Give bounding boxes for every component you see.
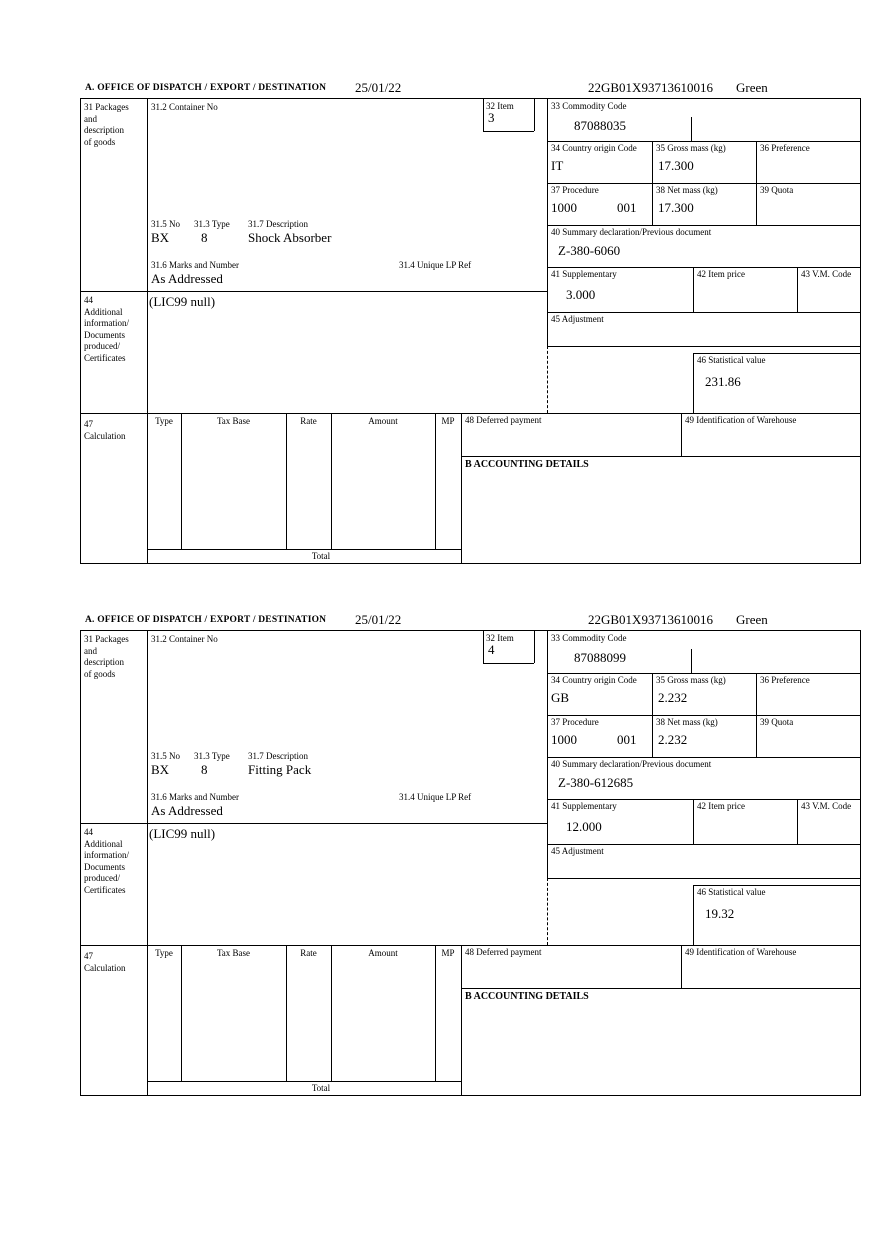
deferred-payment-label: 48 Deferred payment (465, 415, 542, 425)
label-line: produced/ (84, 873, 120, 883)
divider (693, 885, 860, 886)
item-price-label: 42 Item price (697, 269, 745, 279)
calc-column-header-rate: Rate (300, 948, 317, 958)
adjustment-label: 45 Adjustment (551, 846, 604, 856)
label-line: of goods (84, 136, 116, 147)
unique-lp-ref-label: 31.4 Unique LP Ref (399, 792, 472, 802)
net-mass-value: 2.232 (658, 732, 688, 747)
calc-column-header-type: Type (155, 416, 173, 426)
divider (81, 413, 860, 414)
routing-status: Green (736, 612, 768, 627)
declaration-date: 25/01/22 (355, 80, 402, 95)
gross-mass-label: 35 Gross mass (kg) (656, 675, 726, 685)
block-header (80, 80, 861, 98)
package-type-value: 8 (201, 762, 208, 777)
supplementary-value: 3.000 (566, 287, 596, 302)
declaration-date: 25/01/22 (355, 612, 402, 627)
mrn-number: 22GB01X93713610016 (588, 612, 713, 627)
divider (534, 631, 535, 663)
calc-column-header-tax-base: Tax Base (216, 948, 251, 958)
label-line: Documents (84, 861, 125, 872)
divider (461, 456, 860, 457)
gross-mass-value: 2.232 (658, 690, 688, 705)
divider (461, 413, 462, 563)
label-line: description (84, 125, 124, 135)
package-count-value: BX (151, 230, 170, 245)
divider (693, 885, 694, 945)
preference-label: 36 Preference (760, 675, 810, 685)
package-type-value: 8 (201, 230, 208, 245)
divider (547, 878, 860, 879)
calc-column-header-mp: MP (441, 948, 455, 958)
net-mass-label: 38 Net mass (kg) (656, 185, 718, 195)
divider (547, 757, 860, 758)
calc-column-header-amount: Amount (368, 416, 398, 426)
divider (693, 267, 694, 312)
label-line: 44 (84, 295, 93, 305)
calc-column-header-type: Type (155, 948, 173, 958)
calculation-label (84, 951, 144, 974)
previous-document-value: Z-380-612685 (558, 775, 634, 790)
dashed-divider (547, 346, 548, 413)
gross-mass-value: 17.300 (658, 158, 694, 173)
divider (147, 99, 148, 563)
label-line: and (84, 645, 97, 656)
label-line: Calculation (84, 962, 126, 973)
goods-description-label: 31.7 Description (248, 751, 308, 761)
block-header (80, 612, 861, 630)
divider (81, 945, 860, 946)
commodity-code-divider (691, 117, 692, 141)
divider (547, 631, 548, 878)
label-line: 47 (84, 419, 93, 429)
accounting-details-label: B ACCOUNTING DETAILS (465, 459, 589, 470)
label-line: 31 Packages (84, 102, 129, 112)
deferred-payment-label: 48 Deferred payment (465, 947, 542, 957)
mrn-number: 22GB01X93713610016 (588, 80, 713, 95)
divider (181, 945, 182, 1081)
previous-document-label: 40 Summary declaration/Previous document (551, 759, 712, 769)
total-label: Total (311, 1083, 331, 1093)
procedure-extension-value: 001 (617, 200, 637, 215)
divider (681, 945, 682, 988)
item-form-grid (80, 98, 861, 564)
label-line: Documents (84, 329, 125, 340)
goods-description-value: Fitting Pack (248, 762, 312, 777)
additional-info-value: (LIC99 null) (149, 826, 216, 841)
warehouse-id-label: 49 Identification of Warehouse (685, 415, 797, 425)
routing-status: Green (736, 80, 768, 95)
commodity-code-value: 87088099 (574, 650, 626, 665)
divider (483, 99, 484, 131)
package-count-value: BX (151, 762, 170, 777)
statistical-value-label: 46 Statistical value (697, 887, 766, 897)
divider (693, 799, 694, 844)
item-number-label: 32 Item (486, 101, 514, 111)
label-line: Certificates (84, 884, 126, 895)
divider (461, 988, 860, 989)
package-count-label: 31.5 No (151, 219, 180, 229)
label-line: 47 (84, 951, 93, 961)
divider (147, 631, 148, 1095)
label-line: information/ (84, 850, 129, 860)
marks-label: 31.6 Marks and Number (151, 260, 239, 270)
divider (547, 799, 860, 800)
package-count-label: 31.5 No (151, 751, 180, 761)
divider (547, 225, 860, 226)
country-origin-label: 34 Country origin Code (551, 675, 637, 685)
divider (435, 945, 436, 1081)
label-line: and (84, 113, 97, 124)
divider (547, 99, 548, 346)
divider (547, 673, 860, 674)
additional-info-label (84, 295, 146, 364)
divider (547, 267, 860, 268)
item-number-value: 3 (488, 110, 495, 125)
divider (147, 1081, 461, 1082)
label-line: Additional (84, 838, 123, 849)
adjustment-label: 45 Adjustment (551, 314, 604, 324)
total-label: Total (311, 551, 331, 561)
statistical-value-label: 46 Statistical value (697, 355, 766, 365)
divider (331, 413, 332, 549)
divider (534, 99, 535, 131)
additional-info-label (84, 827, 146, 896)
label-line: Calculation (84, 430, 126, 441)
divider (547, 141, 860, 142)
supplementary-label: 41 Supplementary (551, 801, 617, 811)
country-origin-value: IT (551, 158, 564, 173)
country-origin-value: GB (551, 690, 570, 705)
divider (286, 945, 287, 1081)
divider (547, 715, 860, 716)
divider (286, 413, 287, 549)
supplementary-value: 12.000 (566, 819, 602, 834)
commodity-code-value: 87088035 (574, 118, 626, 133)
marks-value: As Addressed (151, 803, 223, 818)
country-origin-label: 34 Country origin Code (551, 143, 637, 153)
warehouse-id-label: 49 Identification of Warehouse (685, 947, 797, 957)
packages-description-label (84, 634, 144, 680)
marks-value: As Addressed (151, 271, 223, 286)
declaration-item-block (80, 80, 861, 566)
procedure-label: 37 Procedure (551, 185, 599, 195)
label-line: Additional (84, 306, 123, 317)
divider (483, 631, 484, 663)
divider (461, 945, 462, 1095)
vm-code-label: 43 V.M. Code (801, 801, 852, 811)
additional-info-value: (LIC99 null) (149, 294, 216, 309)
divider (693, 353, 860, 354)
packages-description-label (84, 102, 144, 148)
calc-column-header-rate: Rate (300, 416, 317, 426)
accounting-details-label: B ACCOUNTING DETAILS (465, 991, 589, 1002)
commodity-code-divider (691, 649, 692, 673)
divider (547, 183, 860, 184)
dashed-divider (547, 878, 548, 945)
procedure-value: 1000 (551, 732, 577, 747)
item-number-label: 32 Item (486, 633, 514, 643)
divider (331, 945, 332, 1081)
divider (435, 413, 436, 549)
package-type-label: 31.3 Type (194, 751, 230, 761)
divider (483, 131, 534, 132)
gross-mass-label: 35 Gross mass (kg) (656, 143, 726, 153)
label-line: produced/ (84, 341, 120, 351)
statistical-value-value: 19.32 (705, 906, 735, 921)
quota-label: 39 Quota (760, 185, 794, 195)
calc-column-header-tax-base: Tax Base (216, 416, 251, 426)
divider (547, 312, 860, 313)
divider (181, 413, 182, 549)
divider (81, 823, 547, 824)
unique-lp-ref-label: 31.4 Unique LP Ref (399, 260, 472, 270)
commodity-code-label: 33 Commodity Code (551, 101, 627, 111)
previous-document-value: Z-380-6060 (558, 243, 621, 258)
office-of-dispatch-label: A. OFFICE OF DISPATCH / EXPORT / DESTINATION (85, 615, 327, 625)
marks-label: 31.6 Marks and Number (151, 792, 239, 802)
container-no-label: 31.2 Container No (151, 634, 218, 644)
net-mass-value: 17.300 (658, 200, 694, 215)
divider (797, 799, 798, 844)
divider (547, 844, 860, 845)
divider (547, 346, 860, 347)
divider (797, 267, 798, 312)
item-price-label: 42 Item price (697, 801, 745, 811)
procedure-value: 1000 (551, 200, 577, 215)
supplementary-label: 41 Supplementary (551, 269, 617, 279)
office-of-dispatch-label: A. OFFICE OF DISPATCH / EXPORT / DESTINATION (85, 83, 327, 93)
declaration-item-block (80, 612, 861, 1098)
goods-description-label: 31.7 Description (248, 219, 308, 229)
goods-description-value: Shock Absorber (248, 230, 332, 245)
previous-document-label: 40 Summary declaration/Previous document (551, 227, 712, 237)
label-line: of goods (84, 668, 116, 679)
package-type-label: 31.3 Type (194, 219, 230, 229)
vm-code-label: 43 V.M. Code (801, 269, 852, 279)
calc-column-header-mp: MP (441, 416, 455, 426)
divider (693, 353, 694, 413)
label-line: information/ (84, 318, 129, 328)
item-number-value: 4 (488, 642, 495, 657)
label-line: description (84, 657, 124, 667)
procedure-extension-value: 001 (617, 732, 637, 747)
divider (681, 413, 682, 456)
container-no-label: 31.2 Container No (151, 102, 218, 112)
procedure-label: 37 Procedure (551, 717, 599, 727)
statistical-value-value: 231.86 (705, 374, 741, 389)
calculation-label (84, 419, 144, 442)
preference-label: 36 Preference (760, 143, 810, 153)
item-form-grid (80, 630, 861, 1096)
commodity-code-label: 33 Commodity Code (551, 633, 627, 643)
divider (147, 549, 461, 550)
divider (483, 663, 534, 664)
label-line: Certificates (84, 352, 126, 363)
divider (81, 291, 547, 292)
calc-column-header-amount: Amount (368, 948, 398, 958)
label-line: 31 Packages (84, 634, 129, 644)
label-line: 44 (84, 827, 93, 837)
quota-label: 39 Quota (760, 717, 794, 727)
net-mass-label: 38 Net mass (kg) (656, 717, 718, 727)
